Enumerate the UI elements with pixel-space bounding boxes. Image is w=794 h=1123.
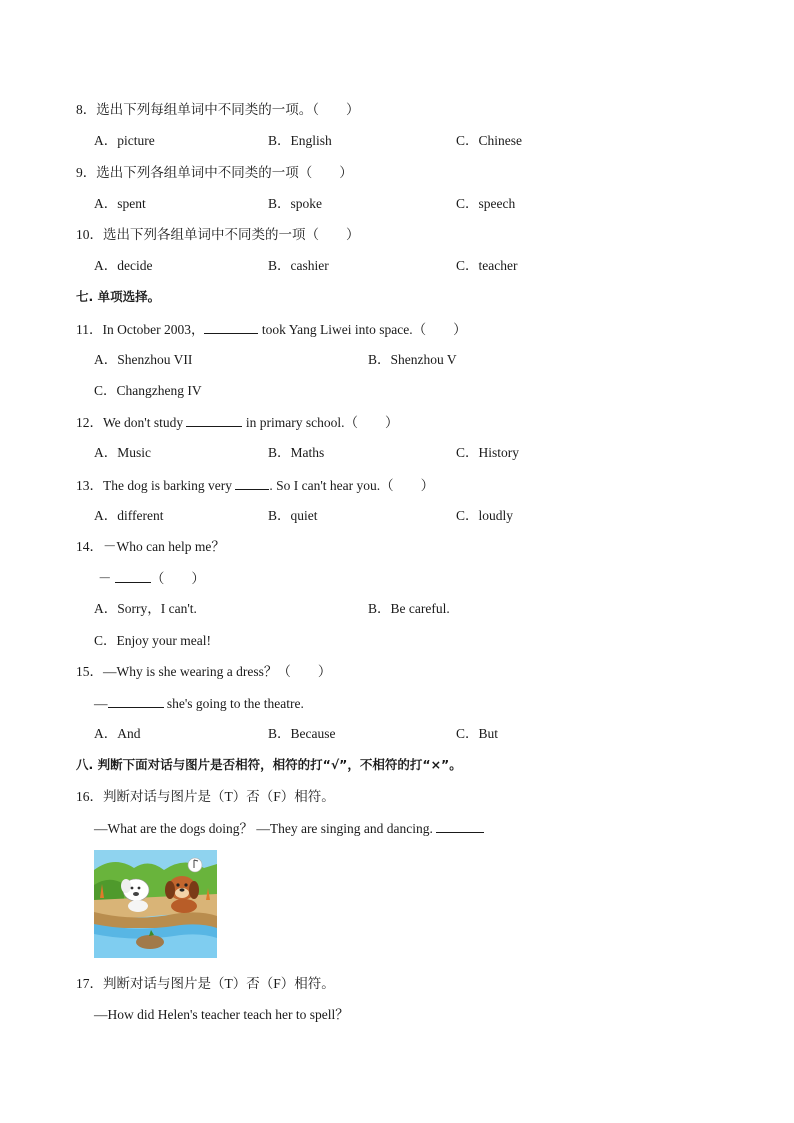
- q13-option-c[interactable]: C．loudly: [456, 508, 514, 523]
- q16-stem: 16．判断对话与图片是（T）否（F）相符。: [76, 789, 335, 804]
- section-heading-8: 八. 判断下面对话与图片是否相符，相符的打“√”，不相符的打“×”。: [76, 757, 462, 772]
- q11-option-a[interactable]: A．Shenzhou VII: [94, 352, 193, 367]
- q13-stem: 13．The dog is barking very . So I can't hear you.（ ）: [76, 478, 435, 493]
- q15-reply: — she's going to the theatre.: [94, 696, 304, 711]
- q11-option-c[interactable]: C．Changzheng IV: [94, 383, 202, 398]
- q12-option-c[interactable]: C．History: [456, 445, 520, 460]
- q14-reply: － （ ）: [98, 571, 205, 586]
- answer-blank: [108, 694, 164, 708]
- q13-option-a[interactable]: A．different: [94, 508, 164, 523]
- q10-option-c[interactable]: C．teacher: [456, 258, 518, 273]
- q8-option-b[interactable]: B．English: [268, 133, 332, 148]
- q17-stem: 17．判断对话与图片是（T）否（F）相符。: [76, 976, 335, 991]
- q12-option-b[interactable]: B．Maths: [268, 445, 325, 460]
- q10-option-a[interactable]: A．decide: [94, 258, 153, 273]
- q10-option-b[interactable]: B．cashier: [268, 258, 329, 273]
- q12-stem: 12．We don't study in primary school.（ ）: [76, 415, 399, 430]
- q9-option-b[interactable]: B．spoke: [268, 196, 322, 211]
- answer-blank: [436, 819, 484, 833]
- q8-option-a[interactable]: A．picture: [94, 133, 155, 148]
- q15-stem: 15．—Why is she wearing a dress？（ ）: [76, 664, 332, 679]
- q8-option-c[interactable]: C．Chinese: [456, 133, 522, 148]
- q16-dialog: —What are the dogs doing？ —They are singing and dancing.: [94, 819, 484, 838]
- dogs-cartoon-image: [94, 850, 217, 958]
- q15-option-c[interactable]: C．But: [456, 726, 499, 741]
- q15-option-b[interactable]: B．Because: [268, 726, 336, 741]
- dogs-cartoon-illustration: [94, 850, 217, 958]
- answer-blank: [115, 569, 151, 583]
- q12-option-a[interactable]: A．Music: [94, 445, 151, 460]
- answer-blank: [204, 320, 258, 334]
- answer-blank: [186, 413, 242, 427]
- answer-blank: [235, 476, 269, 490]
- q13-option-b[interactable]: B．quiet: [268, 508, 318, 523]
- q10-stem: 10．选出下列各组单词中不同类的一项（ ）: [76, 227, 360, 242]
- q9-option-a[interactable]: A．spent: [94, 196, 146, 211]
- q14-stem: 14．－Who can help me？: [76, 539, 225, 554]
- q14-option-a[interactable]: A．Sorry，I can't.: [94, 601, 197, 616]
- q17-dialog: —How did Helen's teacher teach her to spell？: [94, 1007, 349, 1022]
- q11-stem: 11．In October 2003， took Yang Liwei into space.（ ）: [76, 322, 467, 337]
- section-heading-7: 七. 单项选择。: [76, 289, 161, 304]
- q8-stem: 8．选出下列每组单词中不同类的一项。（ ）: [76, 102, 360, 117]
- q15-option-a[interactable]: A．And: [94, 726, 141, 741]
- q9-option-c[interactable]: C．speech: [456, 196, 516, 211]
- q14-option-b[interactable]: B．Be careful.: [368, 601, 450, 616]
- q11-option-b[interactable]: B．Shenzhou V: [368, 352, 457, 367]
- q14-option-c[interactable]: C．Enjoy your meal!: [94, 633, 211, 648]
- q9-stem: 9．选出下列各组单词中不同类的一项（ ）: [76, 165, 353, 180]
